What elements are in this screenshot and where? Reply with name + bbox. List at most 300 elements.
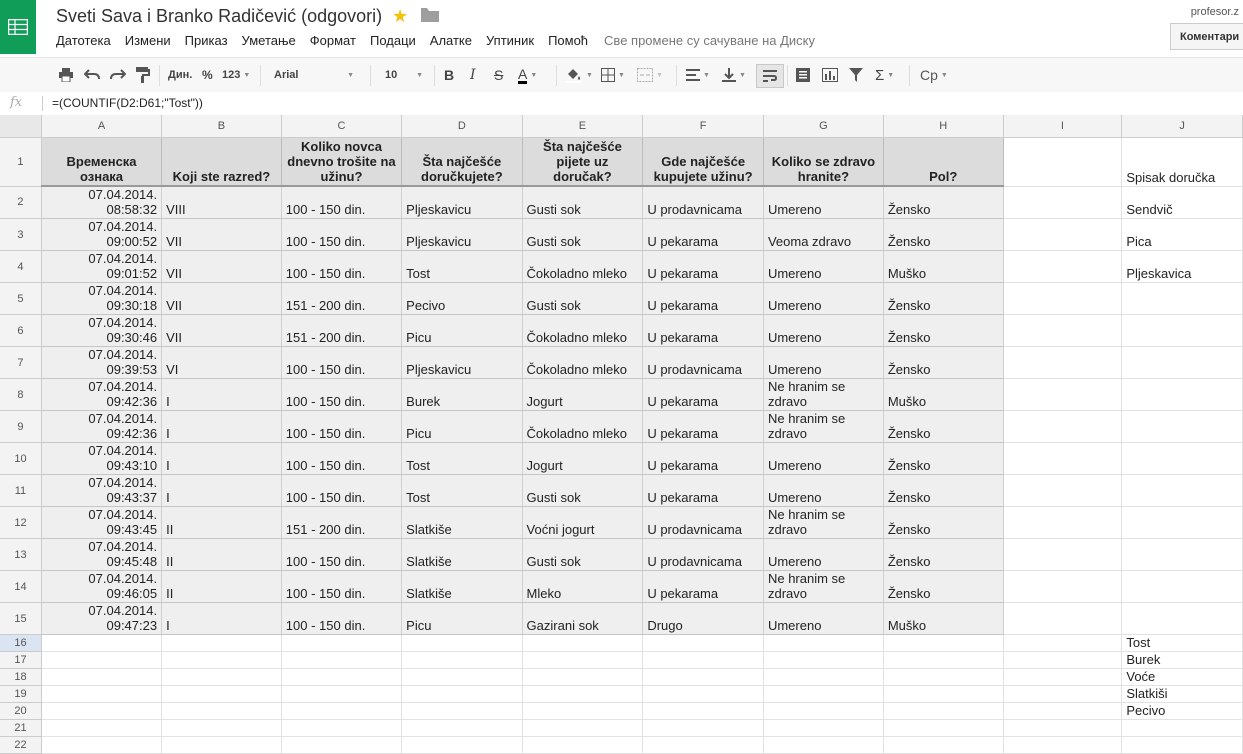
cell-h12[interactable]: Žensko bbox=[883, 507, 1003, 539]
cell-f21[interactable] bbox=[643, 720, 764, 737]
cell-f8[interactable]: U pekarama bbox=[643, 379, 764, 411]
row-header[interactable]: 2 bbox=[0, 186, 41, 219]
folder-icon[interactable] bbox=[421, 8, 439, 22]
column-header-e[interactable]: E bbox=[522, 115, 643, 137]
cell-e13[interactable]: Gusti sok bbox=[522, 539, 643, 571]
functions-dropdown[interactable] bbox=[875, 66, 894, 84]
cell-h15[interactable]: Muško bbox=[883, 603, 1003, 635]
cell-j18[interactable]: Voće bbox=[1122, 669, 1243, 686]
cell-e7[interactable]: Čokoladno mleko bbox=[522, 347, 643, 379]
column-header-a[interactable]: A bbox=[41, 115, 161, 137]
column-header-b[interactable]: B bbox=[162, 115, 282, 137]
cell-i9[interactable] bbox=[1003, 411, 1122, 443]
cell-i14[interactable] bbox=[1003, 571, 1122, 603]
cell-e6[interactable]: Čokoladno mleko bbox=[522, 315, 643, 347]
cell-f13[interactable]: U prodavnicama bbox=[643, 539, 764, 571]
cell-g2[interactable]: Umereno bbox=[763, 186, 883, 219]
cell-c18[interactable] bbox=[281, 669, 401, 686]
cell-g4[interactable]: Umereno bbox=[763, 251, 883, 283]
cell-c8[interactable]: 100 - 150 din. bbox=[281, 379, 401, 411]
cell-e16[interactable] bbox=[522, 635, 643, 652]
cell-g8[interactable]: Ne hranim se zdravo bbox=[763, 379, 883, 411]
cell-a2[interactable]: 07.04.2014. 08:58:32 bbox=[41, 186, 161, 219]
cell-j16[interactable]: Tost bbox=[1122, 635, 1243, 652]
cell-h20[interactable] bbox=[883, 703, 1003, 720]
cell-g9[interactable]: Ne hranim se zdravo bbox=[763, 411, 883, 443]
cell-b8[interactable]: I bbox=[162, 379, 282, 411]
menu-insert[interactable]: Уметање bbox=[241, 33, 296, 48]
cell-e2[interactable]: Gusti sok bbox=[522, 186, 643, 219]
row-header[interactable]: 7 bbox=[0, 347, 41, 379]
cell-j17[interactable]: Burek bbox=[1122, 652, 1243, 669]
cell-c15[interactable]: 100 - 150 din. bbox=[281, 603, 401, 635]
cell-f9[interactable]: U pekarama bbox=[643, 411, 764, 443]
cell-e10[interactable]: Jogurt bbox=[522, 443, 643, 475]
cell-c19[interactable] bbox=[281, 686, 401, 703]
merge-cells-dropdown[interactable] bbox=[637, 66, 663, 84]
italic-button[interactable]: I bbox=[470, 67, 476, 83]
cell-f14[interactable]: U pekarama bbox=[643, 571, 764, 603]
cell-d17[interactable] bbox=[402, 652, 522, 669]
horizontal-align-dropdown[interactable] bbox=[686, 66, 710, 84]
cell-b13[interactable]: II bbox=[162, 539, 282, 571]
cell-g11[interactable]: Umereno bbox=[763, 475, 883, 507]
row-header[interactable]: 8 bbox=[0, 379, 41, 411]
fill-color-dropdown[interactable] bbox=[565, 66, 593, 84]
cell-g3[interactable]: Veoma zdravo bbox=[763, 219, 883, 251]
menu-data[interactable]: Подаци bbox=[369, 33, 416, 48]
cell-a13[interactable]: 07.04.2014. 09:45:48 bbox=[41, 539, 161, 571]
cell-f22[interactable] bbox=[643, 737, 764, 754]
paint-format-icon[interactable] bbox=[136, 66, 150, 84]
cell-e11[interactable]: Gusti sok bbox=[522, 475, 643, 507]
cell-e17[interactable] bbox=[522, 652, 643, 669]
cell-d19[interactable] bbox=[402, 686, 522, 703]
wrap-text-button[interactable] bbox=[756, 64, 784, 88]
cell-i10[interactable] bbox=[1003, 443, 1122, 475]
cell-d11[interactable]: Tost bbox=[402, 475, 522, 507]
cell-d3[interactable]: Pljeskavicu bbox=[402, 219, 522, 251]
cell-c12[interactable]: 151 - 200 din. bbox=[281, 507, 401, 539]
header-cell-f[interactable]: Gde najčešće kupujete užinu? bbox=[643, 137, 764, 186]
row-header[interactable]: 19 bbox=[0, 686, 41, 703]
cell-i18[interactable] bbox=[1003, 669, 1122, 686]
cell-a6[interactable]: 07.04.2014. 09:30:46 bbox=[41, 315, 161, 347]
redo-icon[interactable] bbox=[110, 66, 126, 84]
cell-f17[interactable] bbox=[643, 652, 764, 669]
menu-edit[interactable]: Измени bbox=[124, 33, 171, 48]
cell-g16[interactable] bbox=[763, 635, 883, 652]
cell-e8[interactable]: Jogurt bbox=[522, 379, 643, 411]
cell-i17[interactable] bbox=[1003, 652, 1122, 669]
insert-chart-icon[interactable] bbox=[822, 66, 838, 84]
cell-f15[interactable]: Drugo bbox=[643, 603, 764, 635]
cell-j10[interactable] bbox=[1122, 443, 1243, 475]
cell-f16[interactable] bbox=[643, 635, 764, 652]
undo-icon[interactable] bbox=[84, 66, 100, 84]
cell-j11[interactable] bbox=[1122, 475, 1243, 507]
cell-i19[interactable] bbox=[1003, 686, 1122, 703]
comments-button[interactable]: Коментари bbox=[1170, 23, 1243, 50]
cell-g15[interactable]: Umereno bbox=[763, 603, 883, 635]
percent-format-button[interactable]: % bbox=[202, 68, 213, 82]
cell-b15[interactable]: I bbox=[162, 603, 282, 635]
header-cell-a[interactable]: Временска ознака bbox=[41, 137, 161, 186]
cell-a9[interactable]: 07.04.2014. 09:42:36 bbox=[41, 411, 161, 443]
cell-f7[interactable]: U prodavnicama bbox=[643, 347, 764, 379]
cell-j5[interactable] bbox=[1122, 283, 1243, 315]
font-family-dropdown[interactable] bbox=[274, 66, 354, 84]
cell-c2[interactable]: 100 - 150 din. bbox=[281, 186, 401, 219]
header-cell-h[interactable]: Pol? bbox=[883, 137, 1003, 186]
cell-b9[interactable]: I bbox=[162, 411, 282, 443]
cell-h18[interactable] bbox=[883, 669, 1003, 686]
cell-b7[interactable]: VI bbox=[162, 347, 282, 379]
insert-comment-icon[interactable] bbox=[796, 66, 810, 84]
row-header[interactable]: 9 bbox=[0, 411, 41, 443]
cell-g18[interactable] bbox=[763, 669, 883, 686]
cell-e9[interactable]: Čokoladno mleko bbox=[522, 411, 643, 443]
cell-f4[interactable]: U pekarama bbox=[643, 251, 764, 283]
cell-h13[interactable]: Žensko bbox=[883, 539, 1003, 571]
cell-d10[interactable]: Tost bbox=[402, 443, 522, 475]
cell-c7[interactable]: 100 - 150 din. bbox=[281, 347, 401, 379]
cell-i12[interactable] bbox=[1003, 507, 1122, 539]
cell-f20[interactable] bbox=[643, 703, 764, 720]
cell-j3[interactable]: Pica bbox=[1122, 219, 1243, 251]
cell-e4[interactable]: Čokoladno mleko bbox=[522, 251, 643, 283]
cell-j14[interactable] bbox=[1122, 571, 1243, 603]
cell-d5[interactable]: Pecivo bbox=[402, 283, 522, 315]
cell-a21[interactable] bbox=[41, 720, 161, 737]
cell-g5[interactable]: Umereno bbox=[763, 283, 883, 315]
column-header-h[interactable]: H bbox=[883, 115, 1003, 137]
cell-b14[interactable]: II bbox=[162, 571, 282, 603]
cell-j12[interactable] bbox=[1122, 507, 1243, 539]
cell-b6[interactable]: VII bbox=[162, 315, 282, 347]
row-header[interactable]: 22 bbox=[0, 737, 41, 754]
cell-j19[interactable]: Slatkiši bbox=[1122, 686, 1243, 703]
cell-h5[interactable]: Žensko bbox=[883, 283, 1003, 315]
cell-f19[interactable] bbox=[643, 686, 764, 703]
cell-i8[interactable] bbox=[1003, 379, 1122, 411]
row-header[interactable]: 14 bbox=[0, 571, 41, 603]
cell-i7[interactable] bbox=[1003, 347, 1122, 379]
cell-c9[interactable]: 100 - 150 din. bbox=[281, 411, 401, 443]
cell-d2[interactable]: Pljeskavicu bbox=[402, 186, 522, 219]
cell-c21[interactable] bbox=[281, 720, 401, 737]
row-header[interactable]: 20 bbox=[0, 703, 41, 720]
cell-e22[interactable] bbox=[522, 737, 643, 754]
cell-d7[interactable]: Pljeskavicu bbox=[402, 347, 522, 379]
cell-a17[interactable] bbox=[41, 652, 161, 669]
cell-d9[interactable]: Picu bbox=[402, 411, 522, 443]
cell-e3[interactable]: Gusti sok bbox=[522, 219, 643, 251]
cell-j1[interactable]: Spisak doručka bbox=[1122, 137, 1243, 186]
cell-g19[interactable] bbox=[763, 686, 883, 703]
cell-f12[interactable]: U prodavnicama bbox=[643, 507, 764, 539]
cell-h8[interactable]: Muško bbox=[883, 379, 1003, 411]
cell-j2[interactable]: Sendvič bbox=[1122, 186, 1243, 219]
text-color-dropdown[interactable] bbox=[518, 66, 537, 84]
table-row bbox=[0, 720, 1243, 737]
currency-format-button[interactable]: Дин. bbox=[168, 69, 193, 81]
cell-b4[interactable]: VII bbox=[162, 251, 282, 283]
cell-i15[interactable] bbox=[1003, 603, 1122, 635]
cell-h21[interactable] bbox=[883, 720, 1003, 737]
column-header-g[interactable]: G bbox=[763, 115, 883, 137]
cell-i16[interactable] bbox=[1003, 635, 1122, 652]
cell-c4[interactable]: 100 - 150 din. bbox=[281, 251, 401, 283]
row-header[interactable]: 4 bbox=[0, 251, 41, 283]
cell-g20[interactable] bbox=[763, 703, 883, 720]
cell-j4[interactable]: Pljeskavica bbox=[1122, 251, 1243, 283]
cell-a12[interactable]: 07.04.2014. 09:43:45 bbox=[41, 507, 161, 539]
cell-h6[interactable]: Žensko bbox=[883, 315, 1003, 347]
cell-a16[interactable] bbox=[41, 635, 161, 652]
cell-a5[interactable]: 07.04.2014. 09:30:18 bbox=[41, 283, 161, 315]
cell-b10[interactable]: I bbox=[162, 443, 282, 475]
cell-a3[interactable]: 07.04.2014. 09:00:52 bbox=[41, 219, 161, 251]
column-header-f[interactable]: F bbox=[643, 115, 764, 137]
cell-h22[interactable] bbox=[883, 737, 1003, 754]
cell-j22[interactable] bbox=[1122, 737, 1243, 754]
cell-b3[interactable]: VII bbox=[162, 219, 282, 251]
cell-h10[interactable]: Žensko bbox=[883, 443, 1003, 475]
menu-format[interactable]: Формат bbox=[309, 33, 356, 48]
row-header[interactable]: 16 bbox=[0, 635, 41, 652]
cell-d16[interactable] bbox=[402, 635, 522, 652]
cell-e5[interactable]: Gusti sok bbox=[522, 283, 643, 315]
cell-d18[interactable] bbox=[402, 669, 522, 686]
cell-g10[interactable]: Umereno bbox=[763, 443, 883, 475]
cell-h14[interactable]: Žensko bbox=[883, 571, 1003, 603]
cell-d15[interactable]: Picu bbox=[402, 603, 522, 635]
user-account[interactable]: profesor.z bbox=[1190, 6, 1239, 18]
cell-g22[interactable] bbox=[763, 737, 883, 754]
row-header[interactable]: 3 bbox=[0, 219, 41, 251]
row-header[interactable]: 5 bbox=[0, 283, 41, 315]
strikethrough-button[interactable]: S bbox=[494, 67, 504, 83]
document-title[interactable]: Sveti Sava i Branko Radičević (odgovori) bbox=[56, 6, 383, 26]
cell-e12[interactable]: Voćni jogurt bbox=[522, 507, 643, 539]
cell-b21[interactable] bbox=[162, 720, 282, 737]
cell-j21[interactable] bbox=[1122, 720, 1243, 737]
cell-i3[interactable] bbox=[1003, 219, 1122, 251]
borders-dropdown[interactable] bbox=[601, 66, 625, 84]
cell-i11[interactable] bbox=[1003, 475, 1122, 507]
cell-i2[interactable] bbox=[1003, 186, 1122, 219]
cell-j6[interactable] bbox=[1122, 315, 1243, 347]
cell-d4[interactable]: Tost bbox=[402, 251, 522, 283]
cell-i13[interactable] bbox=[1003, 539, 1122, 571]
formula-input[interactable]: =(COUNTIF(D2:D61;"Tost")) bbox=[52, 96, 203, 110]
row-header[interactable]: 17 bbox=[0, 652, 41, 669]
row-header[interactable]: 6 bbox=[0, 315, 41, 347]
cell-i4[interactable] bbox=[1003, 251, 1122, 283]
cell-c16[interactable] bbox=[281, 635, 401, 652]
cell-b17[interactable] bbox=[162, 652, 282, 669]
cell-h7[interactable]: Žensko bbox=[883, 347, 1003, 379]
cell-g6[interactable]: Umereno bbox=[763, 315, 883, 347]
cell-e20[interactable] bbox=[522, 703, 643, 720]
cell-a4[interactable]: 07.04.2014. 09:01:52 bbox=[41, 251, 161, 283]
table-row bbox=[0, 315, 1243, 347]
column-header-i[interactable]: I bbox=[1003, 115, 1122, 137]
row-header[interactable]: 11 bbox=[0, 475, 41, 507]
cell-a15[interactable]: 07.04.2014. 09:47:23 bbox=[41, 603, 161, 635]
column-header-d[interactable]: D bbox=[402, 115, 522, 137]
cell-c13[interactable]: 100 - 150 din. bbox=[281, 539, 401, 571]
cell-e18[interactable] bbox=[522, 669, 643, 686]
number-format-dropdown[interactable] bbox=[222, 66, 250, 84]
cell-i22[interactable] bbox=[1003, 737, 1122, 754]
cell-i1[interactable] bbox=[1003, 137, 1122, 186]
cell-a11[interactable]: 07.04.2014. 09:43:37 bbox=[41, 475, 161, 507]
cell-b12[interactable]: II bbox=[162, 507, 282, 539]
cell-f18[interactable] bbox=[643, 669, 764, 686]
row-header[interactable]: 10 bbox=[0, 443, 41, 475]
cell-c14[interactable]: 100 - 150 din. bbox=[281, 571, 401, 603]
formula-bar bbox=[0, 92, 1243, 116]
cell-b19[interactable] bbox=[162, 686, 282, 703]
cell-c3[interactable]: 100 - 150 din. bbox=[281, 219, 401, 251]
cell-f11[interactable]: U pekarama bbox=[643, 475, 764, 507]
cell-c17[interactable] bbox=[281, 652, 401, 669]
cell-c10[interactable]: 100 - 150 din. bbox=[281, 443, 401, 475]
cell-a10[interactable]: 07.04.2014. 09:43:10 bbox=[41, 443, 161, 475]
cell-b22[interactable] bbox=[162, 737, 282, 754]
cell-d22[interactable] bbox=[402, 737, 522, 754]
header-cell-c[interactable]: Koliko novca dnevno trošite na užinu? bbox=[281, 137, 401, 186]
cell-h4[interactable]: Muško bbox=[883, 251, 1003, 283]
cell-j20[interactable]: Pecivo bbox=[1122, 703, 1243, 720]
column-header-c[interactable]: C bbox=[281, 115, 401, 137]
cell-d21[interactable] bbox=[402, 720, 522, 737]
cell-j9[interactable] bbox=[1122, 411, 1243, 443]
select-all-corner[interactable] bbox=[0, 115, 41, 137]
cell-c6[interactable]: 151 - 200 din. bbox=[281, 315, 401, 347]
cell-b16[interactable] bbox=[162, 635, 282, 652]
cell-e19[interactable] bbox=[522, 686, 643, 703]
menu-help[interactable]: Помоћ bbox=[548, 33, 589, 48]
cell-f3[interactable]: U pekarama bbox=[643, 219, 764, 251]
cell-j15[interactable] bbox=[1122, 603, 1243, 635]
cell-c5[interactable]: 151 - 200 din. bbox=[281, 283, 401, 315]
cell-b20[interactable] bbox=[162, 703, 282, 720]
filter-icon[interactable] bbox=[849, 66, 863, 84]
header-cell-d[interactable]: Šta najčešće doručkujete? bbox=[402, 137, 522, 186]
cell-j8[interactable] bbox=[1122, 379, 1243, 411]
input-tools-dropdown[interactable] bbox=[920, 66, 948, 84]
cell-d6[interactable]: Picu bbox=[402, 315, 522, 347]
font-size-dropdown[interactable] bbox=[385, 66, 423, 84]
cell-b5[interactable]: VII bbox=[162, 283, 282, 315]
header-cell-g[interactable]: Koliko se zdravo hranite? bbox=[763, 137, 883, 186]
table-row bbox=[0, 411, 1243, 443]
cell-i20[interactable] bbox=[1003, 703, 1122, 720]
cell-g7[interactable]: Umereno bbox=[763, 347, 883, 379]
cell-h19[interactable] bbox=[883, 686, 1003, 703]
cell-b11[interactable]: I bbox=[162, 475, 282, 507]
menu-file[interactable]: Датотека bbox=[56, 33, 111, 48]
cell-a19[interactable] bbox=[41, 686, 161, 703]
cell-b2[interactable]: VIII bbox=[162, 186, 282, 219]
cell-b18[interactable] bbox=[162, 669, 282, 686]
vertical-align-dropdown[interactable] bbox=[722, 66, 746, 84]
cell-g14[interactable]: Ne hranim se zdravo bbox=[763, 571, 883, 603]
sheets-logo-icon[interactable] bbox=[0, 0, 36, 54]
cell-g17[interactable] bbox=[763, 652, 883, 669]
cell-a22[interactable] bbox=[41, 737, 161, 754]
header-cell-e[interactable]: Šta najčešće pijete uz doručak? bbox=[522, 137, 643, 186]
cell-c11[interactable]: 100 - 150 din. bbox=[281, 475, 401, 507]
cell-d12[interactable]: Slatkiše bbox=[402, 507, 522, 539]
wrap-text-icon bbox=[763, 70, 777, 82]
star-icon[interactable]: ★ bbox=[392, 6, 409, 26]
bold-button[interactable]: B bbox=[444, 67, 455, 83]
cell-a8[interactable]: 07.04.2014. 09:42:36 bbox=[41, 379, 161, 411]
row-header[interactable]: 18 bbox=[0, 669, 41, 686]
row-header[interactable]: 21 bbox=[0, 720, 41, 737]
menu-addons[interactable]: Уптиник bbox=[486, 33, 535, 48]
cell-e21[interactable] bbox=[522, 720, 643, 737]
cell-c20[interactable] bbox=[281, 703, 401, 720]
cell-h11[interactable]: Žensko bbox=[883, 475, 1003, 507]
row-header[interactable]: 12 bbox=[0, 507, 41, 539]
cell-a20[interactable] bbox=[41, 703, 161, 720]
cell-h2[interactable]: Žensko bbox=[883, 186, 1003, 219]
menu-tools[interactable]: Алатке bbox=[429, 33, 472, 48]
cell-h16[interactable] bbox=[883, 635, 1003, 652]
cell-h17[interactable] bbox=[883, 652, 1003, 669]
column-header-j[interactable]: J bbox=[1122, 115, 1243, 137]
cell-a18[interactable] bbox=[41, 669, 161, 686]
cell-a7[interactable]: 07.04.2014. 09:39:53 bbox=[41, 347, 161, 379]
cell-d8[interactable]: Burek bbox=[402, 379, 522, 411]
cell-d14[interactable]: Slatkiše bbox=[402, 571, 522, 603]
chevron-down-icon: ▼ bbox=[739, 71, 746, 79]
cell-d20[interactable] bbox=[402, 703, 522, 720]
row-header[interactable]: 1 bbox=[0, 137, 41, 186]
cell-j13[interactable] bbox=[1122, 539, 1243, 571]
cell-h9[interactable]: Žensko bbox=[883, 411, 1003, 443]
row-header[interactable]: 15 bbox=[0, 603, 41, 635]
cell-e15[interactable]: Gazirani sok bbox=[522, 603, 643, 635]
cell-g13[interactable]: Umereno bbox=[763, 539, 883, 571]
cell-f6[interactable]: U pekarama bbox=[643, 315, 764, 347]
cell-h3[interactable]: Žensko bbox=[883, 219, 1003, 251]
cell-g21[interactable] bbox=[763, 720, 883, 737]
menu-view[interactable]: Приказ bbox=[184, 33, 228, 48]
cell-j7[interactable] bbox=[1122, 347, 1243, 379]
cell-i21[interactable] bbox=[1003, 720, 1122, 737]
cell-f2[interactable]: U prodavnicama bbox=[643, 186, 764, 219]
row-header[interactable]: 13 bbox=[0, 539, 41, 571]
cell-i5[interactable] bbox=[1003, 283, 1122, 315]
cell-i6[interactable] bbox=[1003, 315, 1122, 347]
cell-d13[interactable]: Slatkiše bbox=[402, 539, 522, 571]
cell-a14[interactable]: 07.04.2014. 09:46:05 bbox=[41, 571, 161, 603]
cell-f5[interactable]: U pekarama bbox=[643, 283, 764, 315]
cell-c22[interactable] bbox=[281, 737, 401, 754]
cell-e14[interactable]: Mleko bbox=[522, 571, 643, 603]
cell-g12[interactable]: Ne hranim se zdravo bbox=[763, 507, 883, 539]
cell-f10[interactable]: U pekarama bbox=[643, 443, 764, 475]
print-icon[interactable] bbox=[58, 66, 74, 84]
header-cell-b[interactable]: Koji ste razred? bbox=[162, 137, 282, 186]
fx-icon: fx bbox=[10, 95, 23, 110]
